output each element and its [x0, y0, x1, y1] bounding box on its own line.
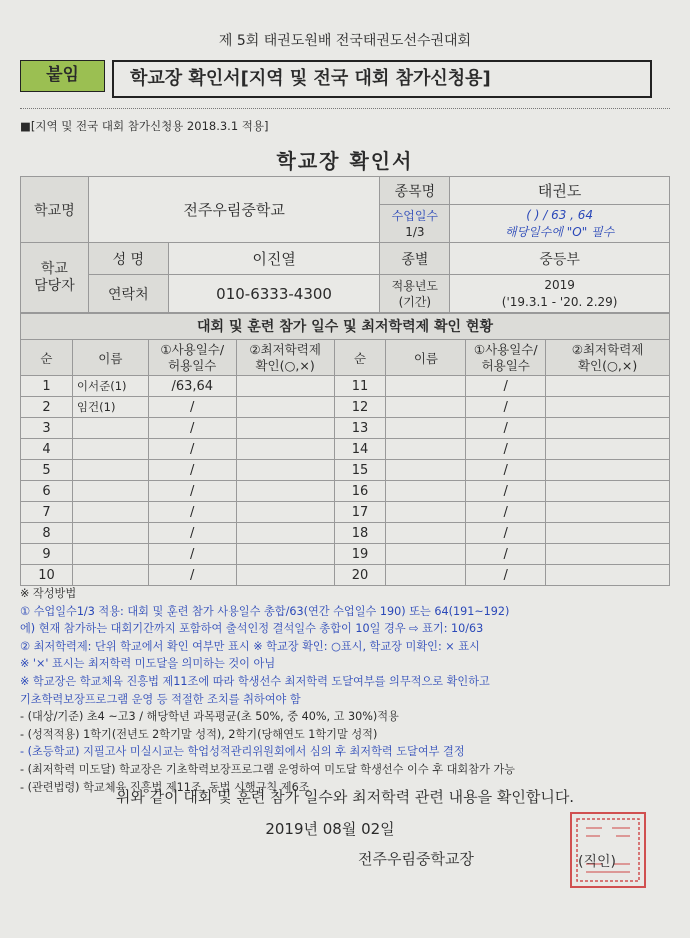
row-no-right: 16	[334, 481, 386, 502]
row-check-right	[546, 544, 670, 565]
row-name: 이서준(1)	[72, 376, 148, 397]
row-no: 3	[21, 418, 73, 439]
staff-label-line2: 담당자	[34, 277, 75, 294]
row-check	[236, 376, 334, 397]
table-row	[21, 523, 670, 544]
row-days: /	[148, 544, 236, 565]
instructions	[20, 585, 680, 796]
col-name: 이름	[72, 340, 148, 376]
contact-label: 연락처	[88, 275, 168, 313]
row-name-right	[386, 397, 466, 418]
row-days: /	[148, 439, 236, 460]
col-check	[236, 340, 334, 376]
row-check	[236, 418, 334, 439]
row-days-right: /	[466, 565, 546, 586]
row-check-right	[546, 523, 670, 544]
row-days: /	[148, 460, 236, 481]
col-days-line1: ①사용일수/	[160, 341, 225, 357]
row-check-right	[546, 481, 670, 502]
row-days: /	[148, 565, 236, 586]
row-check	[236, 439, 334, 460]
days-value-line2: 해당일수에 "O" 필수	[505, 224, 615, 239]
days-label-line2: 1/3	[405, 224, 425, 239]
row-days-right: /	[466, 502, 546, 523]
row-days-right: /	[466, 397, 546, 418]
note-line: ※ '×' 표시는 최저학력 미도달을 의미하는 것이 아님	[20, 657, 276, 671]
days-label	[380, 205, 450, 243]
year-label	[380, 275, 450, 313]
col-days	[148, 340, 236, 376]
col-check-right	[546, 340, 670, 376]
note-line: ② 최저학력제: 단위 학교에서 확인 여부만 표시 ※ 학교장 확인: ○표시, 학교장 미확인: × 표시	[20, 639, 480, 653]
col-days-right-line1: ①사용일수/	[473, 341, 538, 357]
row-no: 1	[21, 376, 73, 397]
row-check	[236, 502, 334, 523]
confirmation-text: 위와 같이 대회 및 훈련 참가 일수와 최저학력 관련 내용을 확인합니다.	[115, 788, 575, 806]
row-name	[72, 418, 148, 439]
row-name	[72, 523, 148, 544]
staff-label	[21, 243, 89, 313]
row-check-right	[546, 460, 670, 481]
row-check-right	[546, 502, 670, 523]
row-name-right	[386, 418, 466, 439]
note-line: - (성적적용) 1학기(전년도 2학기말 성적), 2학기(당해연도 1학기말 성적)	[20, 727, 378, 741]
name-value: 이진열	[168, 243, 380, 275]
table-header-row	[21, 340, 670, 376]
row-check	[236, 481, 334, 502]
table-row	[21, 481, 670, 502]
table-row	[21, 565, 670, 586]
name-label: 성 명	[88, 243, 168, 275]
note-line: ※ 학교장은 학교체육 진흥법 제11조에 따라 학생선수 최저학력 도달여부를 의무적으로 확인하고	[20, 674, 490, 688]
row-days: /	[148, 502, 236, 523]
row-no: 6	[21, 481, 73, 502]
col-days-line2: 허용일수	[168, 357, 217, 373]
row-name	[72, 460, 148, 481]
form-rule-note: ■[지역 및 전국 대회 참가신청용 2018.3.1 적용]	[20, 119, 269, 133]
row-days: /63,64	[148, 376, 236, 397]
row-check	[236, 460, 334, 481]
row-name-right	[386, 502, 466, 523]
row-no-right: 20	[334, 565, 386, 586]
col-check-right-line2: 확인(○,×)	[577, 357, 638, 373]
row-name	[72, 481, 148, 502]
row-days: /	[148, 481, 236, 502]
row-no-right: 17	[334, 502, 386, 523]
note-line: 에) 현재 참가하는 대회기간까지 포함하여 출석인정 결석일수 총합이 10일 경우 ⇨ 표기: 10/63	[20, 622, 484, 636]
row-days-right: /	[466, 544, 546, 565]
note-heading: ※ 작성방법	[20, 587, 77, 600]
col-no-right: 순	[334, 340, 386, 376]
row-no: 7	[21, 502, 73, 523]
year-label-line1: 적용년도	[391, 278, 439, 293]
staff-label-line1: 학교	[40, 260, 68, 277]
row-days-right: /	[466, 418, 546, 439]
row-days-right: /	[466, 523, 546, 544]
col-days-right	[466, 340, 546, 376]
row-days: /	[148, 523, 236, 544]
row-check-right	[546, 376, 670, 397]
note-line: ① 수업일수1/3 적용: 대회 및 훈련 참가 사용일수 총합/63(연간 수업일수 190) 또는 64(191~192)	[20, 604, 510, 618]
col-check-line2: 확인(○,×)	[255, 357, 315, 373]
page-title: 학교장 확인서	[276, 149, 414, 173]
row-no-right: 19	[334, 544, 386, 565]
col-no: 순	[21, 340, 73, 376]
row-days-right: /	[466, 481, 546, 502]
row-name-right	[386, 523, 466, 544]
row-no: 8	[21, 523, 73, 544]
form-title-box: 학교장 확인서[지역 및 전국 대회 참가신청용]	[112, 60, 652, 98]
row-no: 10	[21, 565, 73, 586]
info-table	[20, 176, 670, 313]
row-name-right	[386, 376, 466, 397]
list-title: 대회 및 훈련 참가 일수 및 최저학력제 확인 현황	[20, 313, 670, 339]
event-value: 태권도	[450, 177, 670, 205]
row-no-right: 14	[334, 439, 386, 460]
contact-value: 010-6333-4300	[168, 275, 380, 313]
row-check-right	[546, 397, 670, 418]
row-check-right	[546, 565, 670, 586]
col-check-right-line1: ②최저학력제	[571, 341, 644, 357]
row-check-right	[546, 439, 670, 460]
row-name	[72, 544, 148, 565]
row-name	[72, 502, 148, 523]
row-days: /	[148, 397, 236, 418]
table-row	[21, 460, 670, 481]
table-row	[21, 439, 670, 460]
school-value: 전주우림중학교	[88, 177, 380, 243]
row-name-right	[386, 460, 466, 481]
note-line: - (최저학력 미도달) 학교장은 기초학력보장프로그램 운영하여 미도달 학생선수 이수 후 대회참가 가능	[20, 762, 515, 776]
seal-label: (직인)	[578, 854, 616, 870]
row-no: 5	[21, 460, 73, 481]
row-no: 4	[21, 439, 73, 460]
row-no-right: 15	[334, 460, 386, 481]
event-name: 제 5회 태권도원배 전국태권도선수권대회	[218, 33, 472, 49]
row-check	[236, 565, 334, 586]
row-no-right: 13	[334, 418, 386, 439]
row-name-right	[386, 565, 466, 586]
days-label-line1: 수업일수	[391, 208, 439, 223]
row-no-right: 11	[334, 376, 386, 397]
principal-signature: 전주우림중학교장	[358, 850, 474, 868]
row-days-right: /	[466, 460, 546, 481]
table-row	[21, 376, 670, 397]
table-row	[21, 397, 670, 418]
year-value-line2: ('19.3.1 - '20. 2.29)	[501, 294, 618, 309]
category-value: 중등부	[450, 243, 670, 275]
row-check	[236, 397, 334, 418]
participation-table	[20, 339, 670, 586]
row-no-right: 12	[334, 397, 386, 418]
row-no: 2	[21, 397, 73, 418]
official-seal-icon	[570, 812, 646, 888]
row-check-right	[546, 418, 670, 439]
row-no-right: 18	[334, 523, 386, 544]
year-label-line2: (기간)	[398, 294, 432, 309]
table-row	[21, 544, 670, 565]
note-line: - (대상/기준) 초4 ~고3 / 해당학년 과목평균(초 50%, 중 40%, 고 30%)적용	[20, 710, 399, 724]
table-row	[21, 502, 670, 523]
row-days-right: /	[466, 439, 546, 460]
row-no: 9	[21, 544, 73, 565]
category-label: 종별	[380, 243, 450, 275]
issue-date: 2019년 08월 02일	[265, 820, 395, 838]
row-days-right: /	[466, 376, 546, 397]
event-label: 종목명	[380, 177, 450, 205]
col-name-right: 이름	[386, 340, 466, 376]
attachment-badge: 붙임	[20, 60, 105, 92]
row-days: /	[148, 418, 236, 439]
row-name: 임건(1)	[72, 397, 148, 418]
year-value-line1: 2019	[544, 277, 575, 292]
days-value-line1: ( ) / 63 , 64	[526, 207, 594, 222]
row-name-right	[386, 544, 466, 565]
row-name	[72, 439, 148, 460]
row-name	[72, 565, 148, 586]
divider	[20, 108, 670, 109]
note-line: 기초학력보장프로그램 운영 등 적절한 조치를 취하여야 함	[20, 692, 301, 706]
row-name-right	[386, 439, 466, 460]
table-row	[21, 418, 670, 439]
note-line: - (초등학교) 지필고사 미실시교는 학업성적관리위원회에서 심의 후 최저학력 도달여부 결정	[20, 745, 465, 759]
days-value	[450, 205, 670, 243]
school-label: 학교명	[21, 177, 89, 243]
row-check	[236, 544, 334, 565]
col-check-line1: ②최저학력제	[249, 341, 321, 357]
row-check	[236, 523, 334, 544]
col-days-right-line2: 허용일수	[481, 357, 530, 373]
year-value	[450, 275, 670, 313]
row-name-right	[386, 481, 466, 502]
note-line: - (관련법령) 학교체육 진흥법 제11조, 동법 시행규칙 제6조	[20, 780, 310, 794]
